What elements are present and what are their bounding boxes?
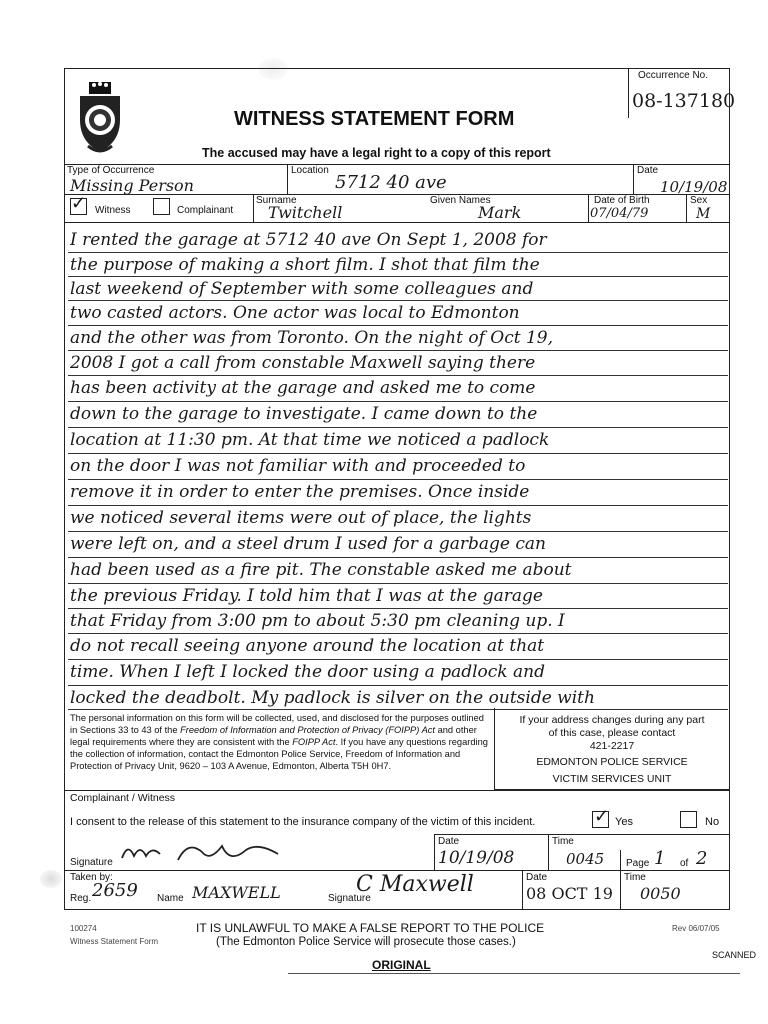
location-label: Location [291, 165, 329, 176]
name-value: MAXWELL [192, 883, 281, 902]
contact-unit: VICTIM SERVICES UNIT [552, 773, 672, 785]
false-report-warning: IT IS UNLAWFUL TO MAKE A FALSE REPORT TO THE POLICE [196, 921, 545, 935]
date-value: 10/19/08 [660, 178, 728, 196]
witness-label: Witness [95, 205, 131, 216]
statement-line: that Friday from 3:00 pm to about 5:30 pm cleaning up. I [70, 611, 565, 631]
consent-text: I consent to the release of this statement to the insurance company of the victim of this incident. [70, 816, 536, 828]
false-report-subtext: (The Edmonton Police Service will prosecute those cases.) [216, 936, 516, 948]
divider [434, 834, 730, 835]
sex-label: Sex [690, 195, 708, 206]
statement-line: we noticed several items were out of place, the lights [70, 508, 532, 528]
form-name: Witness Statement Form [70, 937, 159, 946]
header-top-line [64, 164, 730, 165]
occurrence-value: 08-137180 [632, 90, 736, 112]
consent-no-checkbox[interactable] [680, 811, 697, 828]
taken-date-label: Date [526, 872, 548, 883]
divider [64, 870, 730, 871]
signature-label: Signature [70, 857, 113, 868]
statement-line: were left on, and a steel drum I used for a garbage can [70, 534, 546, 554]
taken-time-value: 0050 [640, 884, 681, 903]
contact-service: EDMONTON POLICE SERVICE [536, 756, 688, 768]
statement-line: 2008 I got a call from constable Maxwell saying there [70, 353, 536, 373]
complainant-checkbox[interactable] [153, 198, 170, 215]
dob-label: Date of Birth [594, 195, 650, 206]
page-value: 1 [654, 848, 666, 869]
statement-line: down to the garage to investigate. I came down to the [70, 404, 538, 424]
scanned-stamp: SCANNED [712, 950, 757, 960]
occurrence-divider [628, 68, 629, 118]
statement-line: the previous Friday. I told him that I was at the garage [70, 586, 543, 606]
given-names-label: Given Names [430, 195, 491, 206]
privacy-notice [70, 712, 488, 772]
taken-signature-label: Signature [328, 893, 371, 904]
date-label: Date [637, 165, 659, 176]
statement-line: two casted actors. One actor was local to Edmonton [70, 303, 520, 323]
type-of-occurrence-value: Missing Person [70, 176, 194, 195]
taken-time-label: Time [624, 872, 646, 883]
privacy-act-short: FOIPP Act [292, 737, 336, 747]
revision-label: Rev 06/07/05 [672, 924, 720, 933]
privacy-text-3: . If you have any questions regarding the collection of information, contact the Edmonton Police Service, Freedom of Information and Protection of Privacy Unit, 9620 – 103 A Avenue, Edmonton, Alberta T5H 0H7. [70, 737, 488, 771]
statement-line: had been used as a fire pit. The constable asked me about [70, 560, 572, 580]
complainant-witness-label: Complainant / Witness [70, 792, 176, 804]
statement-line: the purpose of making a short film. I shot that film the [70, 255, 540, 275]
original-label: ORIGINAL [372, 958, 431, 972]
statement-line: on the door I was not familiar with and proceeded to [70, 456, 526, 476]
type-of-occurrence-label: Type of Occurrence [67, 165, 155, 176]
statement-line: location at 11:30 pm. At that time we noticed a padlock [70, 430, 550, 450]
privacy-text-2: and other legal requirements where they are consistent with the [70, 725, 477, 747]
police-crest-logo [74, 80, 126, 158]
statement-line: remove it in order to enter the premises. Once inside [70, 482, 530, 502]
form-subtitle: The accused may have a legal right to a copy of this report [202, 146, 551, 160]
reg-value: 2659 [92, 880, 138, 901]
sig-date-value: 10/19/08 [438, 848, 515, 868]
scan-mark-left [40, 870, 62, 888]
divider [522, 870, 523, 910]
consent-yes-label: Yes [615, 816, 633, 828]
footer-bottom-line [288, 973, 740, 974]
contact-line-1: If your address changes during any part [519, 714, 705, 726]
given-names-value: Mark [478, 203, 522, 222]
divider [620, 870, 621, 910]
statement-line: do not recall seeing anyone around the location at that [70, 636, 545, 656]
divider [686, 194, 687, 222]
sex-value: M [696, 206, 711, 222]
divider [434, 834, 435, 870]
contact-box-content [496, 714, 728, 786]
witness-signature [118, 836, 298, 868]
statement-line: I rented the garage at 5712 40 ave On Sept 1, 2008 for [70, 230, 547, 250]
occurrence-label: Occurrence No. [638, 70, 709, 81]
divider [633, 164, 634, 194]
form-code: 100274 [70, 924, 97, 933]
page-of-label: of [680, 858, 689, 869]
surname-value: Twitchell [268, 203, 343, 222]
page-label: Page [626, 858, 650, 869]
divider [620, 850, 621, 870]
sig-date-label: Date [438, 836, 460, 847]
taken-by-label: Taken by: [70, 872, 113, 883]
divider [588, 194, 589, 222]
statement-line: and the other was from Toronto. On the night of Oct 19, [70, 328, 553, 348]
taken-signature-value: C Maxwell [356, 872, 474, 897]
privacy-act-name: Freedom of Information and Protection of Privacy (FOIPP) Act [180, 725, 435, 735]
reg-label: Reg. [70, 893, 92, 904]
statement-line: locked the deadbolt. My padlock is silver on the outside with [70, 688, 595, 708]
consent-top-line [64, 790, 730, 791]
sig-time-label: Time [552, 836, 574, 847]
taken-date-value: 08 OCT 19 [526, 884, 613, 903]
divider [548, 834, 549, 870]
contact-phone: 421-2217 [589, 740, 635, 752]
sig-time-value: 0045 [566, 850, 605, 868]
statement-line: last weekend of September with some colleagues and [70, 279, 534, 299]
name-label: Name [157, 893, 184, 904]
statement-top-line [64, 222, 730, 223]
location-value: 5712 40 ave [335, 172, 447, 193]
consent-yes-check-mark: ✓ [594, 806, 610, 827]
contact-line-2: of this case, please contact [548, 727, 676, 739]
page-of-value: 2 [696, 848, 708, 869]
divider [253, 194, 254, 222]
surname-label: Surname [256, 195, 297, 206]
consent-no-label: No [705, 816, 720, 828]
complainant-label: Complainant [177, 205, 234, 216]
statement-line: has been activity at the garage and asked me to come [70, 378, 536, 398]
statement-line: time. When I left I locked the door using a padlock and [70, 662, 545, 682]
divider [287, 164, 288, 194]
privacy-text-1: The personal information on this form will be collected, used, and disclosed for the purposes outlined in Sections 33 to 43 of the [70, 713, 484, 735]
form-title: WITNESS STATEMENT FORM [234, 108, 515, 130]
dob-value: 07/04/79 [590, 206, 649, 221]
witness-check-mark: ✓ [71, 193, 87, 214]
